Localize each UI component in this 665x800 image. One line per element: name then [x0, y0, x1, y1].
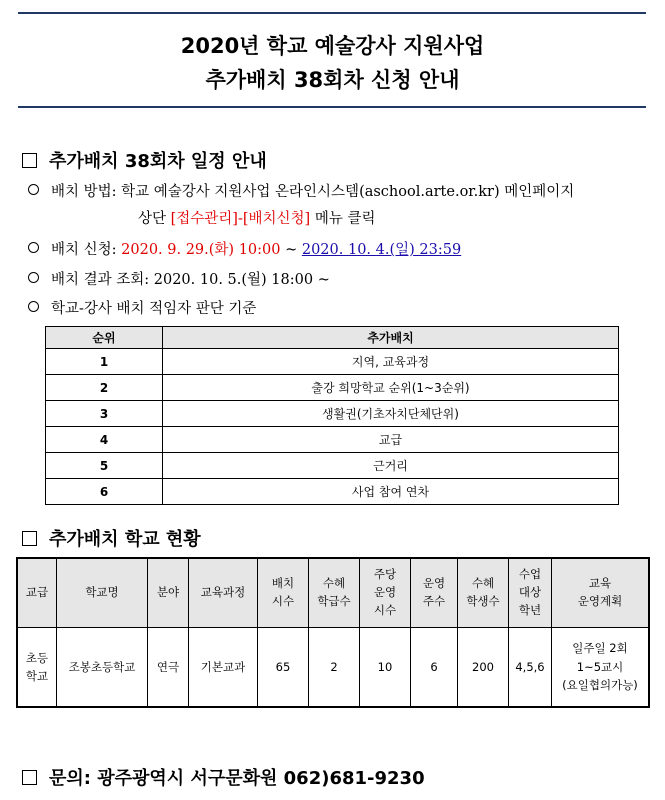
table-row	[46, 427, 619, 453]
hours-cell: 65	[258, 628, 309, 708]
table-row	[46, 453, 619, 479]
plan-header: 교육 운영계획	[552, 558, 650, 628]
page-subtitle: 추가배치 38회차 신청 안내	[205, 68, 460, 92]
rank-cell: 3	[46, 401, 163, 427]
weekly-hours-header: 주당 운영 시수	[360, 558, 411, 628]
circle-bullet-icon	[28, 272, 39, 283]
criteria-cell: 지역, 교육과정	[163, 349, 619, 375]
students-cell: 200	[458, 628, 509, 708]
square-bullet-icon	[22, 770, 37, 785]
table-row	[46, 401, 619, 427]
criteria-header: 추가배치	[163, 327, 619, 349]
criteria-header-row	[46, 327, 619, 349]
page-title: 2020년 학교 예술강사 지원사업	[180, 34, 485, 58]
name-header: 학교명	[57, 558, 148, 628]
rank-cell: 2	[46, 375, 163, 401]
table-row	[46, 349, 619, 375]
table-row	[46, 479, 619, 505]
square-bullet-icon	[22, 531, 37, 546]
contact-info: 문의: 광주광역시 서구문화원 062)681-9230	[22, 764, 425, 790]
classes-header: 수혜 학급수	[309, 558, 360, 628]
level-cell: 초등 학교	[17, 628, 57, 708]
rank-cell: 4	[46, 427, 163, 453]
apply-item: 배치 신청: 2020. 9. 29.(화) 10:00 ~ 2020. 10. 4.(일) 23:59	[28, 238, 461, 259]
top-rule	[18, 12, 646, 14]
circle-bullet-icon	[28, 184, 39, 195]
criteria-cell: 출강 희망학교 순위(1~3순위)	[163, 375, 619, 401]
square-bullet-icon	[22, 153, 37, 168]
table-row	[46, 375, 619, 401]
rank-cell: 5	[46, 453, 163, 479]
section-schedule-heading: 추가배치 38회차 일정 안내	[22, 147, 267, 173]
classes-cell: 2	[309, 628, 360, 708]
method-item: 배치 방법: 학교 예술강사 지원사업 온라인시스템(aschool.arte.or.kr) 메인페이지	[28, 180, 574, 201]
apply-end-date: 2020. 10. 4.(일) 23:59	[301, 242, 462, 258]
table-row	[17, 628, 649, 708]
rank-cell: 1	[46, 349, 163, 375]
result-item: 배치 결과 조회: 2020. 10. 5.(월) 18:00 ~	[28, 268, 330, 289]
section-schools-heading: 추가배치 학교 현황	[22, 525, 201, 551]
criteria-cell: 생활권(기초자치단체단위)	[163, 401, 619, 427]
level-header: 교급	[17, 558, 57, 628]
grade-header: 수업 대상 학년	[509, 558, 552, 628]
school-name-cell: 조봉초등학교	[57, 628, 148, 708]
weekly-hours-cell: 10	[360, 628, 411, 708]
criteria-table	[45, 326, 619, 505]
field-cell: 연극	[148, 628, 189, 708]
plan-cell: 일주일 2회 1~5교시 (요일협의가능)	[552, 628, 650, 708]
criteria-cell: 사업 참여 연차	[163, 479, 619, 505]
weeks-header: 운영 주수	[411, 558, 458, 628]
method-item-continued: 상단 [접수관리]-[배치신청] 메뉴 클릭	[138, 211, 376, 227]
students-header: 수혜 학생수	[458, 558, 509, 628]
criteria-cell: 교급	[163, 427, 619, 453]
school-table	[16, 557, 650, 708]
criteria-cell: 근거리	[163, 453, 619, 479]
circle-bullet-icon	[28, 242, 39, 253]
school-header-row	[17, 558, 649, 628]
weeks-cell: 6	[411, 628, 458, 708]
rank-header: 순위	[46, 327, 163, 349]
bottom-rule	[18, 106, 646, 108]
field-header: 분야	[148, 558, 189, 628]
criteria-item: 학교-강사 배치 적임자 판단 기준	[28, 297, 256, 318]
curriculum-header: 교육과정	[189, 558, 258, 628]
menu-path-link[interactable]: [접수관리]-[배치신청]	[170, 211, 311, 227]
circle-bullet-icon	[28, 301, 39, 312]
rank-cell: 6	[46, 479, 163, 505]
curriculum-cell: 기본교과	[189, 628, 258, 708]
grade-cell: 4,5,6	[509, 628, 552, 708]
hours-header: 배치 시수	[258, 558, 309, 628]
apply-start-date: 2020. 9. 29.(화) 10:00	[121, 242, 281, 258]
